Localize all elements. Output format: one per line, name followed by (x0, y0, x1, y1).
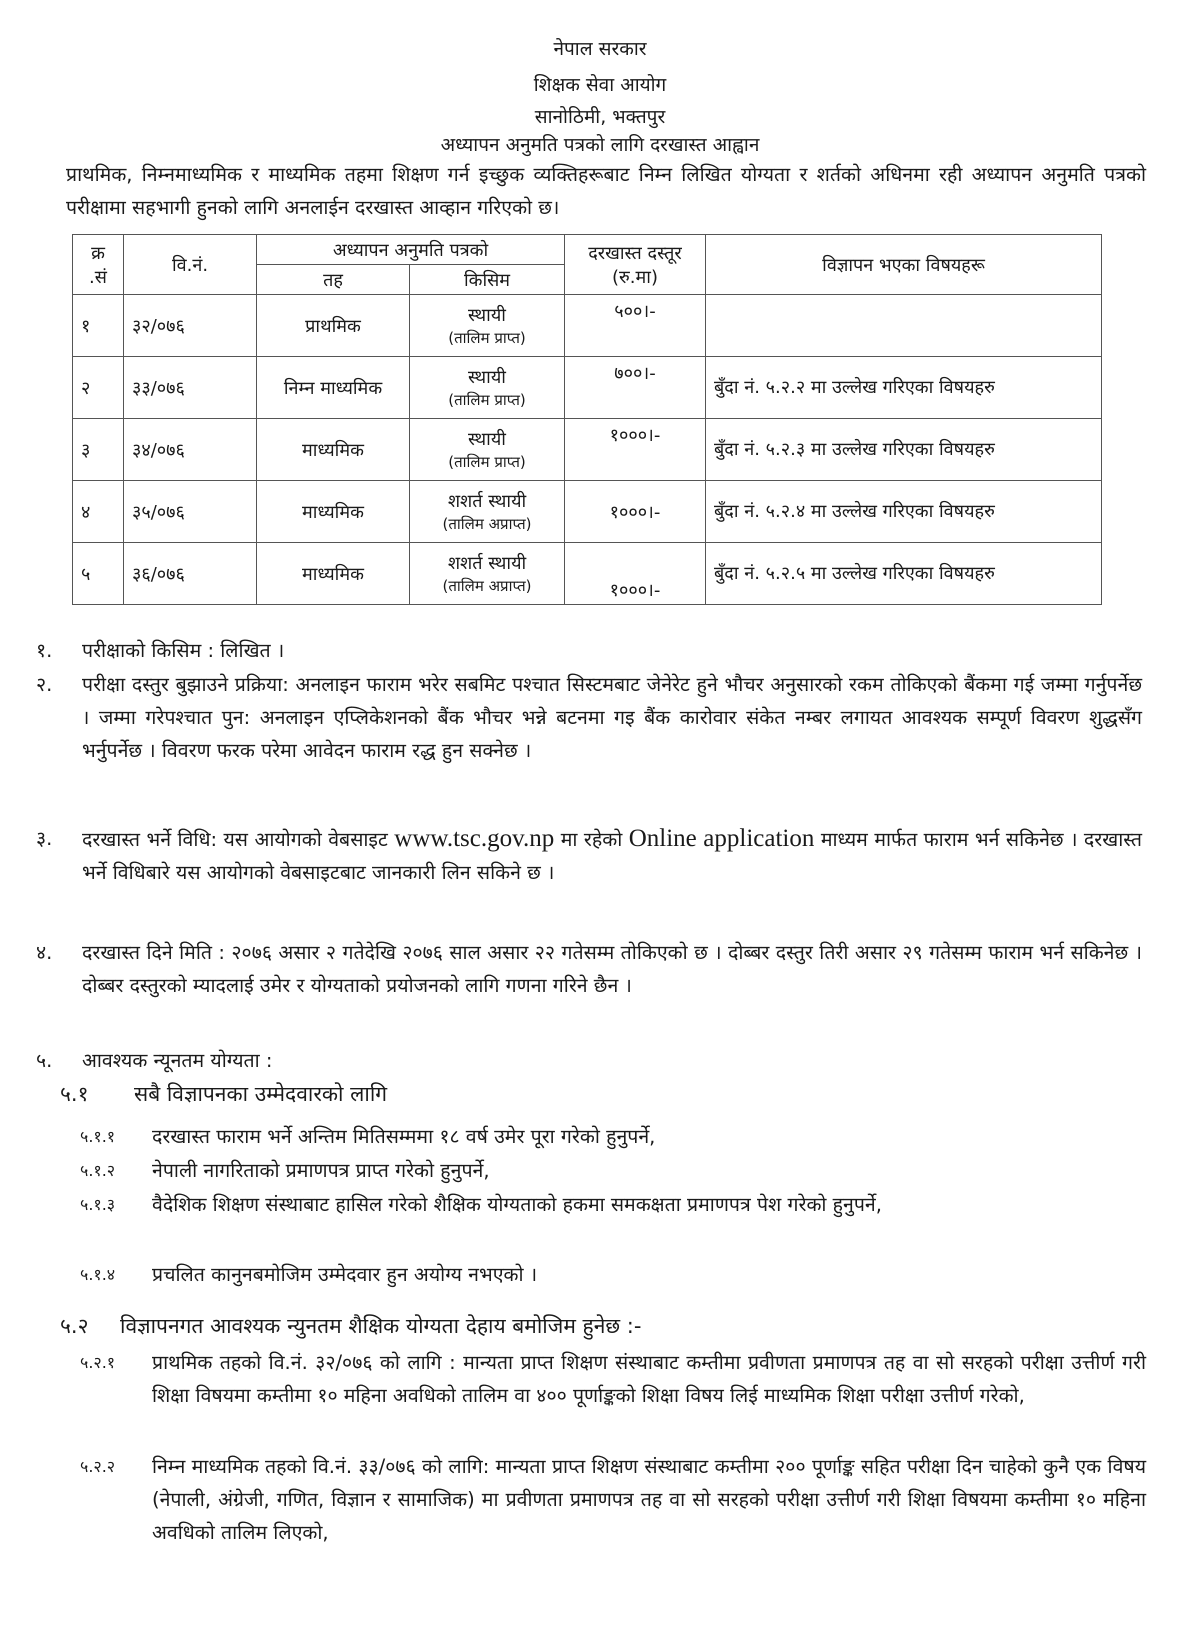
text-part: दरखास्त भर्ने विधि: यस आयोगको वेबसाइट (82, 828, 395, 851)
section-5-1-4 (80, 1258, 1146, 1292)
type-note: (तालिम प्राप्त) (448, 390, 526, 409)
section-5-1-1 (80, 1120, 1146, 1154)
header-fee: दरखास्त दस्तूर (रु.मा) (565, 235, 706, 295)
cell-subjects (706, 543, 1102, 605)
cell-subjects (706, 295, 1102, 357)
subjects-text: बुँदा नं. ५.२.४ मा उल्लेख गरिएका विषयहरु (714, 500, 995, 522)
table-row (73, 419, 1102, 481)
section-5-1-2 (80, 1154, 1146, 1188)
section-2 (36, 668, 1146, 804)
cell-type (410, 295, 565, 357)
table-row (73, 543, 1102, 605)
commission-address: सानोठिमी, भक्तपुर (534, 106, 666, 128)
section-number: ४. (36, 941, 53, 964)
section-1 (36, 634, 1146, 668)
type-note: (तालिम अप्राप्त) (442, 514, 532, 533)
header-type: किसिम (410, 265, 565, 295)
cell-type (410, 419, 565, 481)
cell-level: माध्यमिक (257, 419, 410, 481)
cell-level: माध्यमिक (257, 543, 410, 605)
type-label: शशर्त स्थायी (447, 490, 527, 512)
type-note: (तालिम प्राप्त) (448, 452, 526, 471)
header-subjects: विज्ञापन भएका विषयहरू (706, 235, 1102, 295)
section-text: परीक्षा दस्तुर बुझाउने प्रक्रिया: अनलाइन फाराम भरेर सबमिट पश्चात सिस्टमबाट जेनेरेट हुने भौचर अनुसारको रकम तोकिएको बैंकमा गई जम्मा गर्नुपर्नेछ । जम्मा गरेपश्चात पुन: अनलाइन एप्लिकेशनको बैंक भौचर भन्ने बटनमा गइ बैंक कारोवार संकेत नम्बर लगायत आवश्यक सम्पूर्ण विवरण शुद्धसँग भर्नुपर्नेछ । विवरण फरक परेमा आवेदन फाराम रद्ध हुन सक्नेछ । (82, 673, 1142, 762)
section-text: प्राथमिक तहको वि.नं. ३२/०७६ को लागि : मान्यता प्राप्त शिक्षण संस्थाबाट कम्तीमा प्रवीणता प्रमाणपत्र तह वा सो सरहको परीक्षा उत्तीर्ण गरी शिक्षा विषयमा कम्तीमा १० महिना अवधिको तालिम वा ४०० पूर्णाङ्कको शिक्षा विषय लिई माध्यमिक शिक्षा परीक्षा उत्तीर्ण गरेको, (152, 1351, 1146, 1407)
text-part: मा रहेको (554, 828, 629, 851)
online-application-text: Online application (628, 825, 815, 852)
section-text: दरखास्त दिने मिति : २०७६ असार २ गतेदेखि २०७६ साल असार २२ गतेसम्म तोकिएको छ । दोब्बर दस्तुर तिरी असार २९ गतेसम्म फाराम भर्न सकिनेछ । दोब्बर दस्तुरको म्यादलाई उमेर र योग्यताको प्रयोजनको लागि गणना गरिने छैन । (82, 941, 1142, 997)
cell-type (410, 481, 565, 543)
cell-fee: १०००।- (565, 543, 706, 605)
section-number: ३. (36, 827, 53, 850)
section-text: सबै विज्ञापनका उम्मेदवारको लागि (134, 1082, 388, 1106)
cell-type (410, 357, 565, 419)
section-number: ५. (36, 1049, 53, 1072)
website-link[interactable]: www.tsc.gov.np (394, 825, 555, 852)
cell-fee: ५००।- (565, 295, 706, 357)
section-text: नेपाली नागरिताको प्रमाणपत्र प्राप्त गरेको हुनुपर्ने, (152, 1159, 490, 1182)
cell-adv-no: ३४/०७६ (124, 419, 257, 481)
section-number: ५.१.१ (80, 1127, 116, 1146)
section-4 (36, 936, 1146, 1038)
table-header-row (73, 235, 1102, 265)
header-level: तह (257, 265, 410, 295)
section-text: वैदेशिक शिक्षण संस्थाबाट हासिल गरेको शैक्षिक योग्यताको हकमा समकक्षता प्रमाणपत्र पेश गरेको हुनुपर्ने, (152, 1193, 882, 1216)
section-text: प्रचलित कानुनबमोजिम उम्मेदवार हुन अयोग्य नभएको । (152, 1263, 538, 1286)
section-text: आवश्यक न्यूनतम योग्यता : (82, 1049, 273, 1072)
cell-subjects (706, 357, 1102, 419)
cell-fee: ७००।- (565, 357, 706, 419)
type-label: स्थायी (468, 304, 506, 326)
cell-fee: १०००।- (565, 419, 706, 481)
header-serial: क्र .सं (73, 235, 124, 295)
cell-level: माध्यमिक (257, 481, 410, 543)
section-number: ५.२.१ (80, 1353, 116, 1372)
type-label: स्थायी (468, 366, 506, 388)
cell-adv-no: ३३/०७६ (124, 357, 257, 419)
license-table (72, 234, 1102, 605)
section-text: निम्न माध्यमिक तहको वि.नं. ३३/०७६ को लागि: मान्यता प्राप्त शिक्षण संस्थाबाट कम्तीमा २०० पूर्णाङ्क सहित परीक्षा दिन चाहेको कुनै एक विषय (नेपाली, अंग्रेजी, गणित, विज्ञान र सामाजिक) मा प्रवीणता प्रमाणपत्र तह वा सो सरहको परीक्षा उत्तीर्ण गरी शिक्षा विषयमा कम्तीमा १० महिना अवधिको तालिम लिएको, (152, 1455, 1146, 1544)
section-5-1 (60, 1078, 1146, 1112)
type-note: (तालिम अप्राप्त) (442, 576, 532, 595)
government-name: नेपाल सरकार (553, 38, 647, 60)
cell-subjects (706, 481, 1102, 543)
section-number: ५.१.२ (80, 1161, 116, 1180)
section-5-2-1 (80, 1346, 1146, 1448)
cell-adv-no: ३६/०७६ (124, 543, 257, 605)
section-number: ५.१ (60, 1082, 89, 1106)
cell-serial: ३ (73, 419, 124, 481)
section-number: २. (36, 673, 53, 696)
section-number: ५.१.३ (80, 1195, 116, 1214)
section-text: परीक्षाको किसिम : लिखित । (82, 639, 285, 662)
section-number: १. (36, 639, 53, 662)
cell-subjects (706, 419, 1102, 481)
section-5-1-3 (80, 1188, 1146, 1256)
cell-serial: २ (73, 357, 124, 419)
cell-type (410, 543, 565, 605)
cell-serial: ५ (73, 543, 124, 605)
notice-title: अध्यापन अनुमति पत्रको लागि दरखास्त आह्वान (440, 134, 760, 156)
section-text: विज्ञापनगत आवश्यक न्युनतम शैक्षिक योग्यता देहाय बमोजिम हुनेछ :- (120, 1314, 642, 1338)
type-label: स्थायी (468, 428, 506, 450)
section-text: दरखास्त फाराम भर्ने अन्तिम मितिसम्ममा १८ वर्ष उमेर पूरा गरेको हुनुपर्ने, (152, 1125, 656, 1148)
subjects-text: बुँदा नं. ५.२.३ मा उल्लेख गरिएका विषयहरु (714, 438, 995, 460)
type-note: (तालिम प्राप्त) (448, 328, 526, 347)
cell-serial: ४ (73, 481, 124, 543)
section-text (82, 822, 1142, 889)
subjects-text: बुँदा नं. ५.२.५ मा उल्लेख गरिएका विषयहरु (714, 562, 995, 584)
type-label: शशर्त स्थायी (447, 552, 527, 574)
section-number: ५.२.२ (80, 1457, 116, 1476)
header-adv-no: वि.नं. (124, 235, 257, 295)
subjects-text: बुँदा नं. ५.२.२ मा उल्लेख गरिएका विषयहरु (714, 376, 995, 398)
cell-serial: १ (73, 295, 124, 357)
cell-adv-no: ३५/०७६ (124, 481, 257, 543)
commission-name: शिक्षक सेवा आयोग (533, 74, 667, 96)
cell-fee: १०००।- (565, 481, 706, 543)
cell-level: निम्न माध्यमिक (257, 357, 410, 419)
table-row (73, 357, 1102, 419)
section-number: ५.२ (60, 1314, 89, 1338)
section-number: ५.१.४ (80, 1265, 116, 1284)
cell-level: प्राथमिक (257, 295, 410, 357)
section-5-2 (60, 1310, 1146, 1344)
section-3 (36, 822, 1146, 924)
section-5 (36, 1044, 1146, 1078)
table-row (73, 295, 1102, 357)
text-part: माध्यम मार्फत फाराम भर्न सकिनेछ । दरखास्त भर्ने विधिबारे यस आयोगको वेबसाइटबाट जानकारी लिन सकिने छ । (82, 828, 1142, 884)
header-license-group: अध्यापन अनुमति पत्रको (257, 235, 565, 265)
intro-paragraph: प्राथमिक, निम्नमाध्यमिक र माध्यमिक तहमा शिक्षण गर्न इच्छुक व्यक्तिहरूबाट निम्न लिखित योग्यता र शर्तको अधिनमा रही अध्यापन अनुमति पत्रको परीक्षामा सहभागी हुनको लागि अनलाईन दरखास्त आव्हान गरिएको छ। (66, 163, 1146, 219)
section-5-2-2 (80, 1450, 1146, 1586)
table-row (73, 481, 1102, 543)
cell-adv-no: ३२/०७६ (124, 295, 257, 357)
